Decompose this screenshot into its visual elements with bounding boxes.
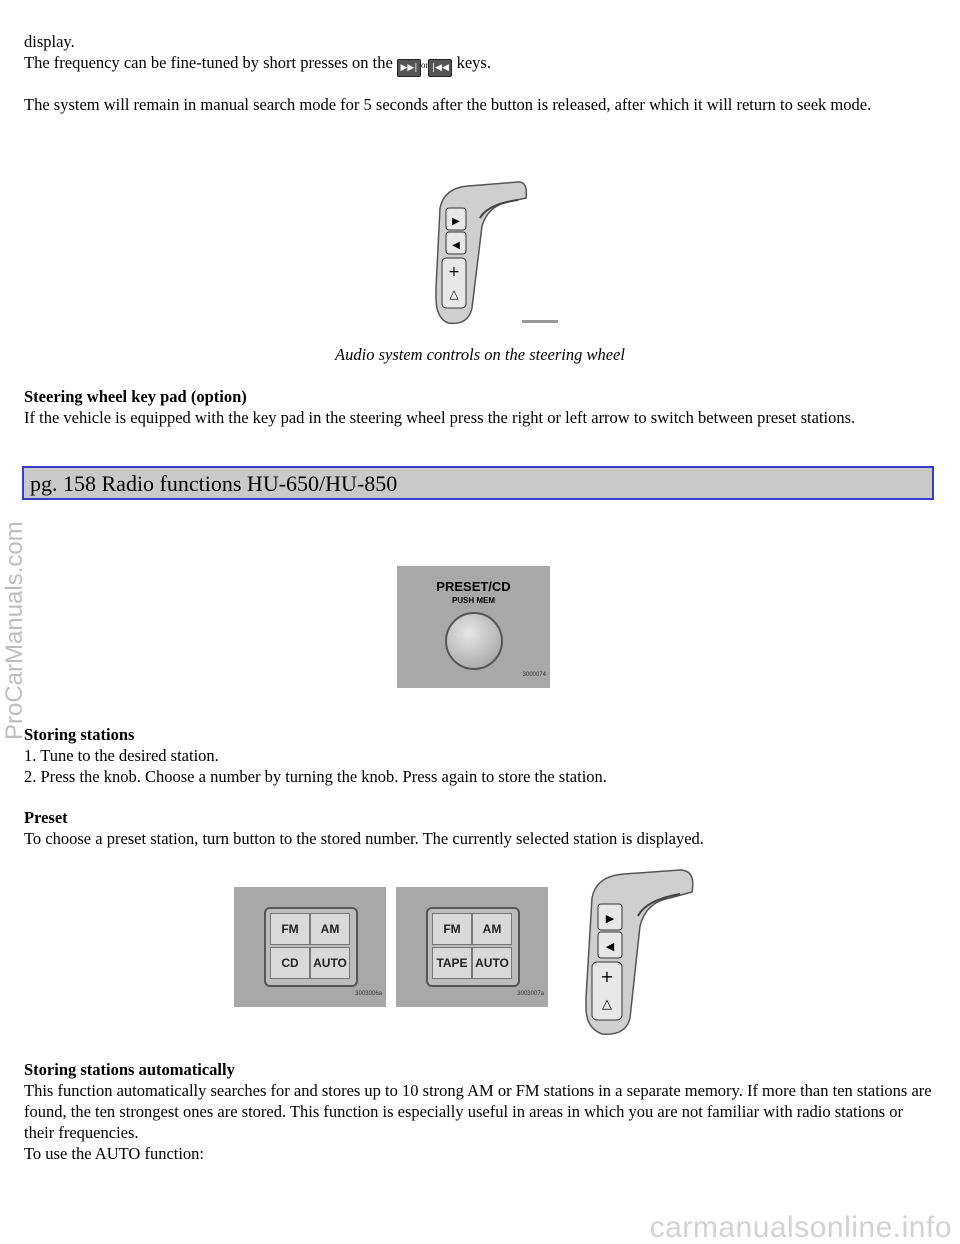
cd-button: CD [270,947,310,979]
button-panel-image-1 [234,887,386,1007]
preset-knob [445,612,503,670]
figure-code-text: 3000074 [522,672,546,678]
fine-tune-text: The frequency can be fine-tuned by short presses on the [24,53,393,72]
steering-wheel-controls-image-2 [580,868,710,1038]
watermark-bottom: carmanualsonline.info [649,1211,952,1244]
tape-button: TAPE [432,947,472,979]
auto-use-line: To use the AUTO function: [24,1144,205,1163]
preset-cd-label: PRESET/CD [436,579,511,594]
steering-wheel-controls-image [428,178,568,328]
auto-button: AUTO [472,947,512,979]
svg-text:◀: ◀ [452,240,460,251]
storing-stations-heading: Storing stations [24,725,135,744]
or-text: or [420,60,429,70]
seek-back-key-icon: |◀◀ [428,59,452,77]
figure-caption: Audio system controls on the steering wheel [335,345,625,364]
svg-text:+: + [600,967,614,986]
steering-keypad-heading: Steering wheel key pad (option) [24,387,247,406]
watermark-left: ProCarManuals.com [1,521,28,740]
auto-button: AUTO [310,947,350,979]
fm-button: FM [432,913,472,945]
am-button: AM [472,913,512,945]
page-section-header [22,466,934,500]
seek-forward-key-icon: ▶▶| [397,59,421,77]
svg-text:▶: ▶ [605,912,615,925]
fm-button: FM [270,913,310,945]
figure-code-text: 3003007a [517,991,544,997]
svg-text:△: △ [449,287,459,301]
storing-step-2: 2. Press the knob. Choose a number by turning the knob. Press again to store the station. [24,767,607,786]
push-mem-label: PUSH MEM [451,596,496,605]
figure-code-text: 3003006a [355,991,382,997]
manual-search-paragraph: The system will remain in manual search mode for 5 seconds after the button is released, after which it will return to seek mode. [24,95,872,114]
preset-heading: Preset [24,808,68,827]
svg-text:△: △ [602,997,612,1012]
fine-tune-sentence [24,52,936,77]
steering-keypad-paragraph: If the vehicle is equipped with the key pad in the steering wheel press the right or left arrow to switch between preset stations. [24,408,856,427]
text-display: display. [24,32,75,51]
page-section-header-text: pg. 158 Radio functions HU-650/HU-850 [30,471,398,496]
am-button: AM [310,913,350,945]
svg-text:◀: ◀ [605,940,615,953]
svg-text:▶: ▶ [452,216,460,227]
storing-step-1: 1. Tune to the desired station. [24,746,219,765]
preset-paragraph: To choose a preset station, turn button to the stored number. The currently selected station is displayed. [24,829,704,848]
auto-store-paragraph: This function automatically searches for and stores up to 10 strong AM or FM stations in a separate memory. If more than ten stations are found, the ten strongest ones are stored. This function is especially useful in areas in which you are not familiar with radio stations or their frequencies. [24,1081,932,1142]
button-panel-image-2 [396,887,548,1007]
auto-store-heading: Storing stations automatically [24,1060,235,1079]
svg-text:+: + [448,264,460,280]
keys-text: keys. [456,53,491,72]
preset-knob-image [397,566,550,688]
